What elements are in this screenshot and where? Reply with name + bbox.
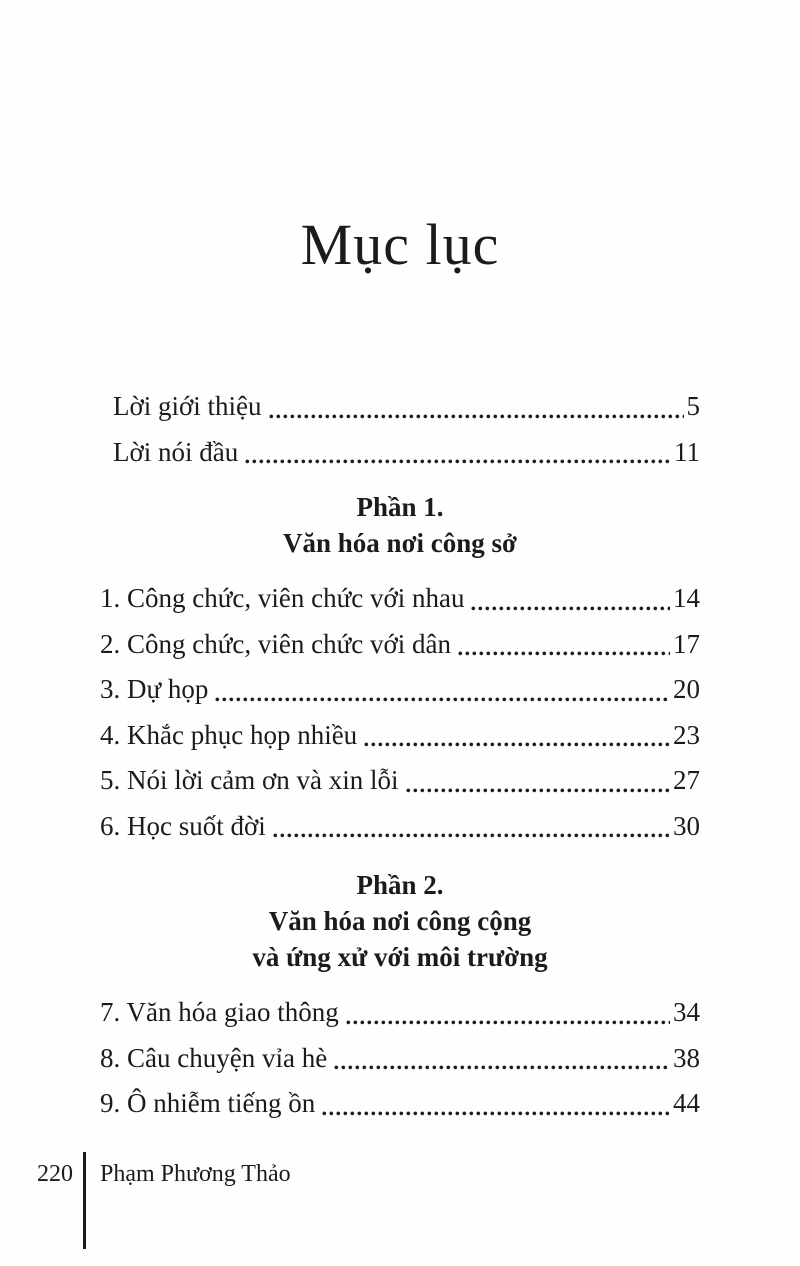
dot-leader <box>334 1065 670 1070</box>
toc-entry <box>100 384 700 430</box>
toc-entry-label: 1. Công chức, viên chức với nhau <box>100 583 465 613</box>
toc-entry-label: Lời giới thiệu <box>113 391 262 421</box>
part-2-heading-line-1: Phần 2. <box>356 870 444 900</box>
toc-entry-label: 2. Công chức, viên chức với dân <box>100 628 451 659</box>
toc-entry <box>100 1081 700 1127</box>
dot-leader <box>471 606 670 611</box>
toc-entry-page: 20 <box>673 674 700 704</box>
toc-entry-page: 23 <box>673 719 700 750</box>
toc-entry-label: 3. Dự họp <box>100 674 209 704</box>
part-2-heading-line-3: và ứng xử với môi trường <box>252 942 548 972</box>
dot-leader <box>215 697 670 702</box>
toc-entry-page: 27 <box>673 765 700 795</box>
part-2-heading-line-2: Văn hóa nơi công cộng <box>268 906 532 936</box>
toc-entry-page: 38 <box>673 1042 700 1073</box>
page-title: Mục lục <box>300 212 500 277</box>
dot-leader <box>458 651 670 656</box>
toc-entry <box>100 667 700 713</box>
part-1-heading-line-1: Phần 1. <box>356 492 444 522</box>
toc-entry <box>100 622 700 668</box>
dot-leader <box>273 833 670 838</box>
toc-entry-page: 11 <box>674 436 700 467</box>
part-1-heading <box>100 489 700 561</box>
footer-divider <box>83 1152 86 1249</box>
part-1-entries <box>100 576 700 849</box>
toc-entry-page: 34 <box>673 997 700 1027</box>
footer-author: Phạm Phương Thảo <box>100 1161 291 1187</box>
dot-leader <box>364 742 670 747</box>
toc-front-matter <box>100 384 700 475</box>
toc-entry-label: Lời nói đầu <box>113 436 239 467</box>
part-2-heading <box>100 867 700 975</box>
toc-entry <box>100 804 700 850</box>
toc-entry <box>100 576 700 622</box>
dot-leader <box>346 1020 670 1025</box>
toc-entry-label: 9. Ô nhiễm tiếng ồn <box>100 1088 316 1118</box>
toc-entry-label: 7. Văn hóa giao thông <box>100 997 339 1027</box>
toc-entry-label: 8. Câu chuyện vỉa hè <box>100 1042 328 1073</box>
toc-entry-label: 4. Khắc phục họp nhiều <box>100 719 358 750</box>
toc-entry-label: 5. Nói lời cảm ơn và xin lỗi <box>100 765 399 795</box>
toc-entry <box>100 758 700 804</box>
toc-entry-page: 14 <box>673 583 700 613</box>
toc-entry <box>100 713 700 759</box>
toc-entry-page: 30 <box>673 810 700 841</box>
toc-entry <box>100 430 700 476</box>
footer-page-number: 220 <box>37 1161 73 1187</box>
dot-leader <box>406 788 670 793</box>
toc-entry <box>100 990 700 1036</box>
toc-entry-label: 6. Học suốt đời <box>100 810 266 841</box>
part-2-entries <box>100 990 700 1127</box>
toc-entry-page: 44 <box>673 1088 700 1118</box>
dot-leader <box>245 459 671 464</box>
toc-entry-page: 17 <box>673 628 700 659</box>
toc-entry-page: 5 <box>686 391 700 421</box>
toc-entry <box>100 1036 700 1082</box>
part-1-heading-line-2: Văn hóa nơi công sở <box>283 528 517 558</box>
dot-leader <box>322 1111 670 1116</box>
dot-leader <box>269 414 684 419</box>
